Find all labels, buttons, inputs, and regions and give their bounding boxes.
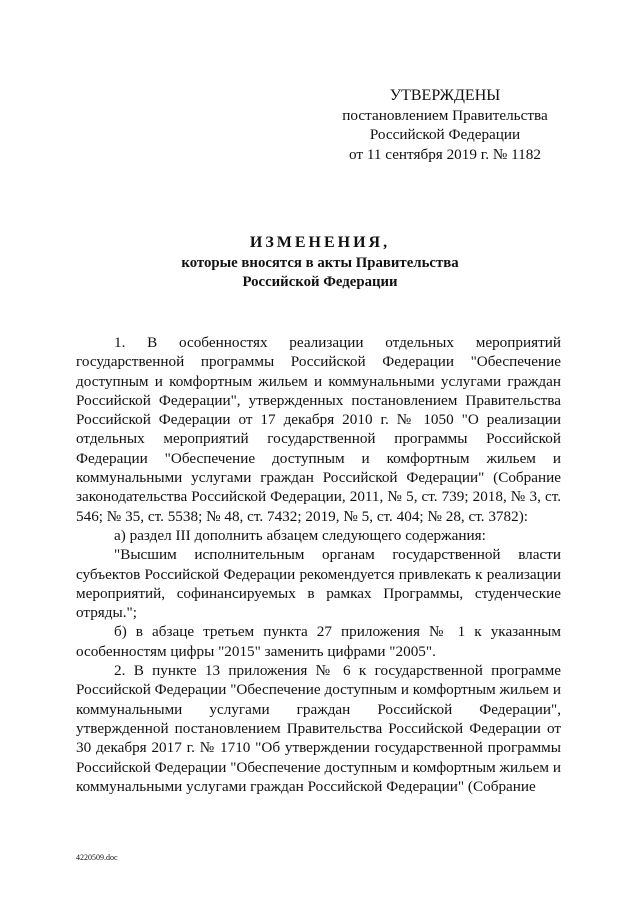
paragraph-1: 1. В особенностях реализации отдельных мероприятий государственной программы Российской Федерации "Обеспечение доступным и комфортным жильем и коммунальными услугами граждан Российской Федерации", утвержденных постановлением Правительства Российской Федерации от 17 декабря 2010 г. № 1050 "О реализации отдельных мероприятий государственной программы Российской Федерации "Обеспечение доступным и комфортным жильем и коммунальными услугами граждан Российской Федерации" (Собрание законодательства Российской Федерации, 2011, № 5, ст. 739; 2018, № 3, ст. 546; № 35, ст. 5538; № 48, ст. 7432; 2019, № 5, ст. 404; № 28, ст. 3782): [76, 334, 561, 525]
approval-line-1: постановлением Правительства [342, 106, 548, 124]
document-body [76, 333, 561, 796]
approval-line-3: от 11 сентября 2019 г. № 1182 [349, 145, 541, 163]
approval-block [320, 86, 570, 164]
document-subtitle-1: которые вносятся в акты Правительства [181, 255, 459, 271]
approval-line-2: Российской Федерации [369, 126, 521, 143]
file-name-footer: 4220509.doc [76, 853, 118, 862]
document-heading [0, 232, 640, 292]
document-subtitle-2: Российской Федерации [242, 274, 398, 290]
approval-stamp: УТВЕРЖДЕНЫ [389, 87, 501, 104]
paragraph-4: б) в абзаце третьем пункта 27 приложения № 1 к указанным особенностям цифры "2015" заменить цифрами "2005". [76, 623, 561, 660]
paragraph-5: 2. В пункте 13 приложения № 6 к государственной программе Российской Федерации "Обеспечение доступным и комфортным жильем и коммунальными услугами граждан Российской Федерации", утвержденной постановлением Правительства Российской Федерации от 30 декабря 2017 г. № 1710 "Об утверждении государственной программы Российской Федерации "Обеспечение доступным и комфортным жильем и коммунальными услугами граждан Российской Федерации" (Собрание [76, 662, 561, 795]
paragraph-2: а) раздел III дополнить абзацем следующего содержания: [114, 526, 486, 544]
document-title: ИЗМЕНЕНИЯ, [249, 234, 391, 251]
paragraph-3: "Высшим исполнительным органам государственной власти субъектов Российской Федерации рекомендуется привлекать к реализации мероприятий, софинансируемых в рамках Программы, студенческие отряды."; [76, 546, 561, 622]
